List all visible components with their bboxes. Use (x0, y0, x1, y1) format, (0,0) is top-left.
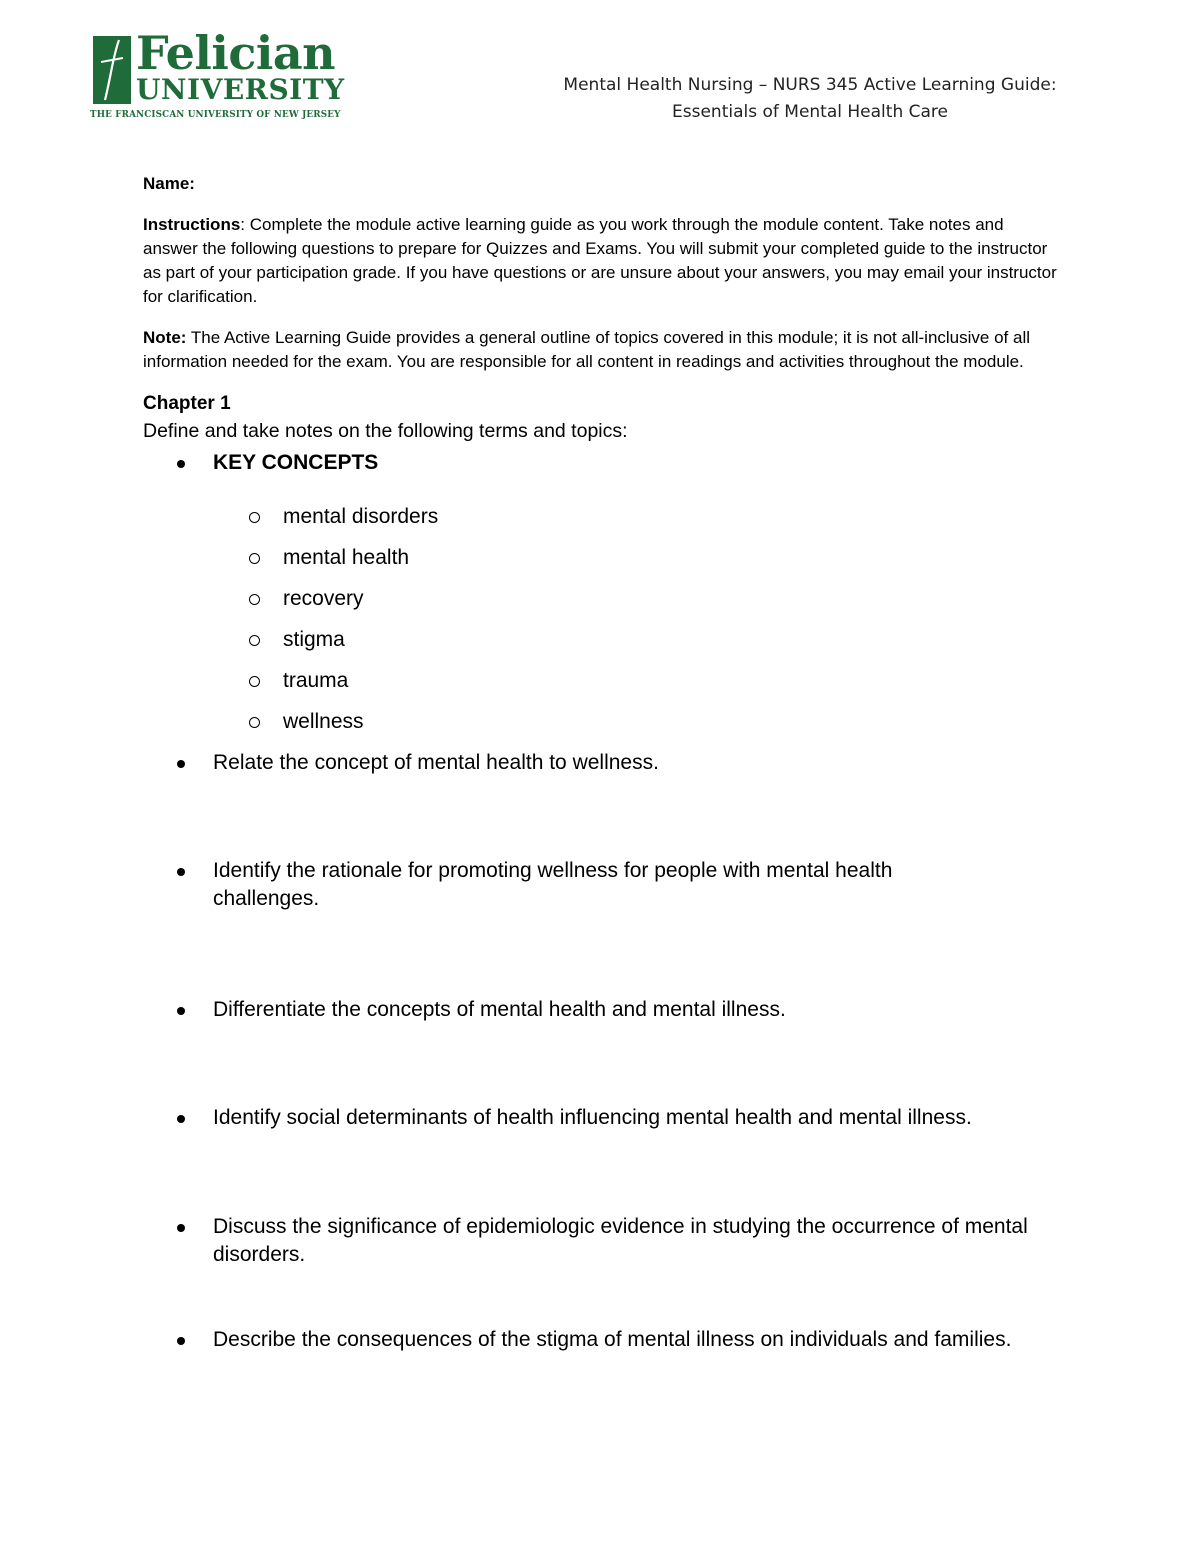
chapter-title: Chapter 1 (143, 393, 231, 414)
hollow-bullet-icon (249, 594, 260, 605)
document-body (143, 172, 1063, 1354)
bullet-icon (177, 1007, 185, 1015)
list-item-key-concepts (143, 449, 1063, 749)
note-paragraph (143, 326, 1063, 374)
key-concept-text: stigma (283, 628, 345, 651)
university-logo (90, 26, 350, 125)
topic-text: Describe the consequences of the stigma of mental illness on individuals and families. (213, 1328, 1012, 1351)
hollow-bullet-icon (249, 635, 260, 646)
topic-list (143, 449, 1063, 1354)
topic-text: Differentiate the concepts of mental health and mental illness. (213, 998, 786, 1021)
logo-wordmark-primary: Felician (136, 26, 336, 80)
name-label: Name: (143, 174, 195, 193)
bullet-icon (177, 868, 185, 876)
key-concept-text: mental disorders (283, 505, 439, 528)
instructions-paragraph (143, 213, 1063, 309)
note-label: Note: (143, 328, 187, 347)
key-concepts-label: KEY CONCEPTS (213, 451, 379, 474)
key-concept-text: wellness (283, 710, 364, 733)
list-item (143, 1104, 1013, 1132)
logo-wordmark-secondary: UNIVERSITY (136, 73, 345, 106)
note-text: The Active Learning Guide provides a general outline of topics covered in this module; it is not all-inclusive of all information needed for the exam. You are responsible for all content in readings and activities throughout the module. (143, 328, 1030, 371)
document-header (500, 72, 1120, 126)
bullet-icon (177, 1337, 185, 1345)
bullet-icon (177, 460, 185, 468)
list-item (143, 996, 1063, 1024)
list-item (143, 1213, 1093, 1269)
logo-emblem-icon (93, 36, 131, 104)
list-item (143, 749, 1063, 777)
topic-text: Relate the concept of mental health to wellness. (213, 751, 659, 774)
key-concept-text: mental health (283, 546, 410, 569)
key-concept-text: recovery (283, 587, 364, 610)
list-item (143, 857, 1003, 913)
instructions-label: Instructions (143, 215, 241, 234)
bullet-icon (177, 760, 185, 768)
list-item (143, 708, 1063, 749)
list-item (143, 1326, 1063, 1354)
list-item (143, 544, 1063, 585)
hollow-bullet-icon (249, 512, 260, 523)
hollow-bullet-icon (249, 717, 260, 728)
topic-text: Identify the rationale for promoting wellness for people with mental health challenges. (213, 859, 893, 910)
hollow-bullet-icon (249, 676, 260, 687)
hollow-bullet-icon (249, 553, 260, 564)
key-concepts-list (143, 503, 1063, 749)
topic-text: Discuss the significance of epidemiologic evidence in studying the occurrence of mental disorders. (213, 1215, 1028, 1266)
logo-tagline: THE FRANCISCAN UNIVERSITY OF NEW JERSEY (90, 110, 341, 120)
bullet-icon (177, 1224, 185, 1232)
chapter-intro: Define and take notes on the following terms and topics: (143, 420, 628, 442)
list-item (143, 667, 1063, 708)
list-item (143, 503, 1063, 544)
bullet-icon (177, 1115, 185, 1123)
list-item (143, 626, 1063, 667)
topic-text: Identify social determinants of health influencing mental health and mental illness. (213, 1106, 972, 1129)
key-concept-text: trauma (283, 669, 349, 692)
instructions-text: : Complete the module active learning guide as you work through the module content. Take notes and answer the following questions to prepare for Quizzes and Exams. You will submit your completed guide to the instructor as part of your participation grade. If you have questions or are unsure about your answers, you may email your instructor for clarification. (143, 215, 1057, 306)
header-line-1: Mental Health Nursing – NURS 345 Active Learning Guide: (563, 75, 1057, 95)
header-line-2: Essentials of Mental Health Care (672, 102, 948, 122)
list-item (143, 585, 1063, 626)
